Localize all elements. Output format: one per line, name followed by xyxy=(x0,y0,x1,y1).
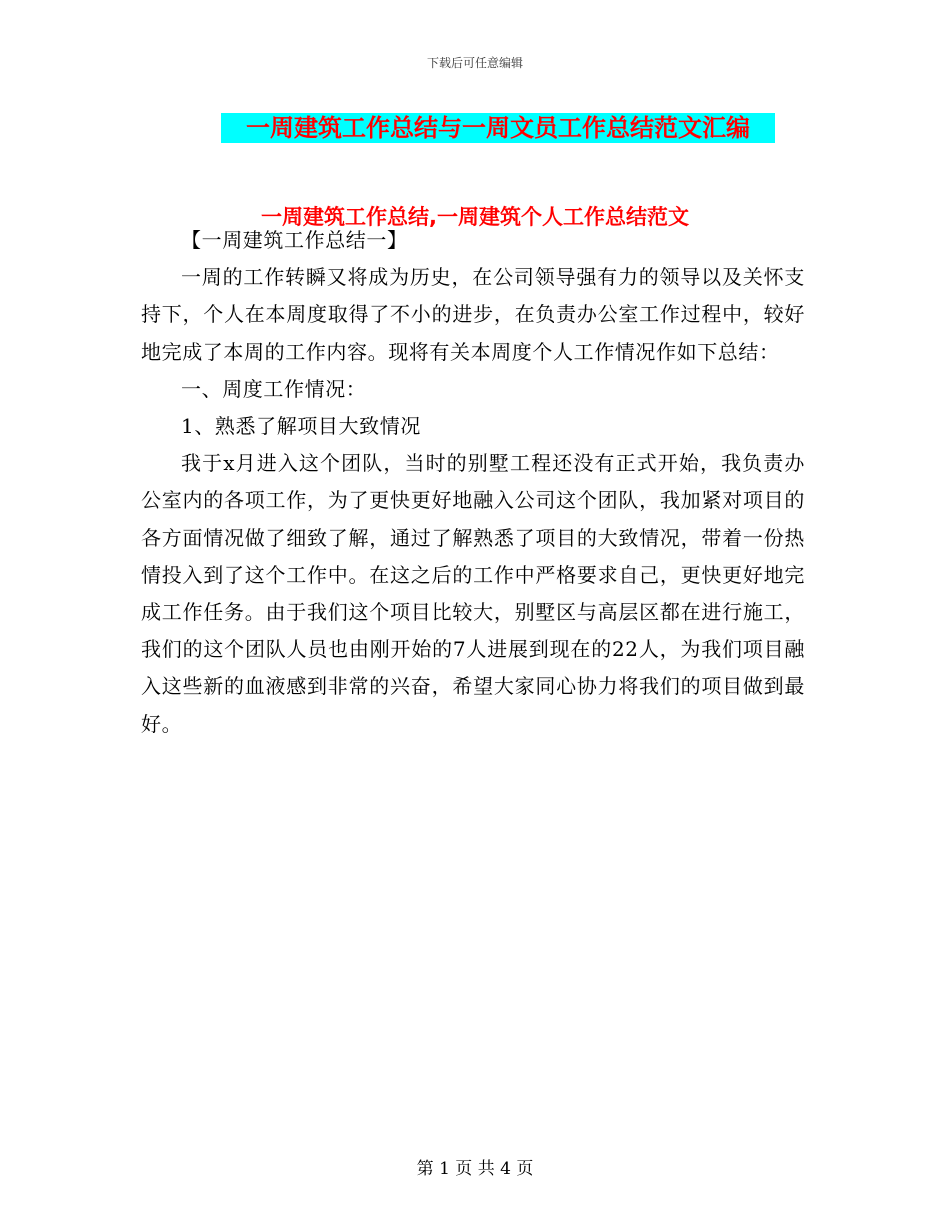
paragraph-body: 我于x月进入这个团队，当时的别墅工程还没有正式开始，我负责办公室内的各项工作，为了更快更好地融入公司这个团队，我加紧对项目的各方面情况做了细致了解，通过了解熟悉了项目的大致情况，带着一份热情投入到了这个工作中。在这之后的工作中严格要求自己，更快更好地完成工作任务。由于我们这个项目比较大，别墅区与高层区都在进行施工，我们的这个团队人员也由刚开始的7人进展到现在的22人，为我们项目融入这些新的血液感到非常的兴奋，希望大家同心协力将我们的项目做到最好。 xyxy=(141,451,805,736)
paragraph-heading: 【一周建筑工作总结一】 xyxy=(181,228,408,252)
section-title: 一周建筑工作总结,一周建筑个人工作总结范文 xyxy=(261,205,689,229)
document-title: 一周建筑工作总结与一周文员工作总结范文汇编 xyxy=(221,113,775,143)
paragraph-subheading: 1、熟悉了解项目大致情况 xyxy=(181,414,421,439)
document-body xyxy=(141,222,805,743)
page-header-note: 下载后可任意编辑 xyxy=(426,56,523,70)
paragraph-section-heading: 一、周度工作情况： xyxy=(181,376,367,401)
paragraph-intro: 一周的工作转瞬又将成为历史，在公司领导强有力的领导以及关怀支持下，个人在本周度取得了不小的进步，在负责办公室工作过程中，较好地完成了本周的工作内容。现将有关本周度个人工作情况作如下总结： xyxy=(141,265,805,364)
page-number-footer: 第 1 页 共 4 页 xyxy=(416,1159,534,1179)
